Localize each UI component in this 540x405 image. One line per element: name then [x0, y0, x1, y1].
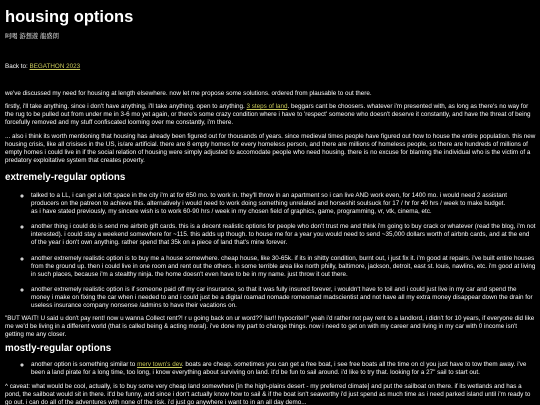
firstly-text-before: firstly, i'll take anything. since i don't have anything, i'll take anything. open to anything.: [5, 103, 247, 111]
back-nav: [5, 63, 536, 71]
heading-extremely-regular-options: extremely-regular options: [5, 171, 126, 183]
steps-of-land-link[interactable]: 3 steps of land: [246, 103, 288, 111]
list-item: [31, 255, 536, 279]
list-item-note: as i have stated previously, my sincere wish is to work 60-90 hrs / week in my chosen field of graphics, game, programming, vr, vtk, cinema, etc.: [31, 208, 432, 216]
list-item: [31, 361, 536, 377]
caveat-paragraph: ^ caveat: what would be cool, actually, is to buy some very cheap land somewhere [in the high-plains desert - my preferred climate] and put the sailboat on there. if its wetlands and has a pond, the sailboat would sit in there. it'd be funny, and since i don't actually know how to sail & if the boat isn't seaworthy i'd just spend as much time as i need parked island until i'm ready to go out. i can do all of the adventures with none of the risk. i'd just go anywhere i want to in an all day demo...: [5, 382, 531, 405]
but-wait-paragraph: "BUT WAIT! U said u don't pay rent! now u wanna Collect rent?! r u going back on ur word?? liar!! hypocrite!!" yeah i'd rather not pay rent to a landlord, i didn't for 10 years, if everyone did like me we'd be living in a different world (that is called being & acting moral). i've done my part to change things. now i need to get on with my career and living in my car with 0 income isn't getting me any closer.: [5, 315, 535, 339]
list-item: [31, 223, 536, 247]
list-item: [31, 192, 536, 216]
glyph-line: 呵喝 游想遊 龍盛朗: [5, 33, 59, 40]
merv-towns-dev-link[interactable]: merv town's dev: [137, 361, 182, 369]
list-item: [31, 286, 536, 310]
extremely-regular-list: [5, 192, 536, 310]
page-title: housing options: [5, 8, 134, 26]
also-paragraph: ... also i think its worth mentioning that housing has already been figured out for thousands of years. since medieval times people have figured out how to house the entire population. this new housing crisis, like all crisises in the US, is/are artificial. there are 8 empty homes for every homeless person, and there are millions of homeless people, so there are hundreds of millions of empty homes i could live in if the social relation of housing were simply adjusted to accomodate people who need housing. there is no excuse for blaming the individual who is the victim of a predatory exploitative system that creates poverty.: [5, 132, 536, 164]
intro-paragraph: we've discussed my need for housing at length elsewhere. now let me propose some solutions. ordered from plausable to out there.: [5, 90, 372, 98]
firstly-text-after: . beggars cant be choosers. whatever i'm presented with, as long as there's no way for the rug to be pulled out from under me in 3-6 mo yet again, or there's some crazy condition where i have to 'respect' someone who doesn't deserve it constantly, and have the threat of being forcefully removed and my stuff confiscated looming over me constantly, i'm there.: [5, 103, 531, 127]
list-item-text: another extremely realistic option is if someone paid off my car insurance, so that it was fully insured forever, i wouldn't have to toil and i could just live in my car and spend the money i make on fixing the car when i needed to and i could just be a digital roamad nomade romeomad madscientist and not have all my extra money disappear down the drain for useless insurance company nonsense /admins to have their vacations on.: [31, 285, 533, 309]
list-item-text: talked to a LL, i can get a loft space in the city i'm at for 650 mo. to work in. they'll throw in an apartment so i can live AND work even, for 1400 mo. i would need 2 assistant producers on the patreon to achieve this. alternatively i would need to work doing something unrelated and horseshit soulsuck for 17 / hr for 40 hrs / week to make budget.: [31, 191, 507, 208]
back-link-begathon[interactable]: BEGATHON 2023: [29, 63, 81, 71]
list-item-text-after: . boats are cheap. sometimes you can get a free boat, i see free boats all the time on cl you just have to tow them away. i've been a land pirate for a long time, too long, i know everything about surviving on land. it'd be fun to sail around. i'd like to try that. looking for a 27" sail to start out.: [31, 361, 527, 377]
list-item-text: another extremely realistic option is to buy me a house somewhere. cheap house, like 30-65k. if its in shitty condition, burnt out, i just fix it. i'm good at repairs. i've built entire houses from the ground up. then i could live in one room and rent out the others. in some terrible area like north philly, baltimore, jackson, detroit, east st. louis, nawlins, etc. i'm good at living in such places, because i'm a stealthy ninja. the home doesn't even have to be in my name. just throw it out there.: [31, 254, 536, 278]
mostly-regular-list: [5, 361, 536, 377]
list-item-text-before: another option is something similar to: [31, 361, 138, 369]
list-item-text: another thing i could do is send me airbnb gift cards. this is a decent realistic options for people who don't trust me and think i'm going to buy crack or whatever (read the blog, i'm not interested). i could stay a weekend somewhere for ~115. this adds up though. to house me for a year you would need to send ~35,000 dollars worth of airbnb cards, and at the end of the year i don't own anything. rather spend that 35k on a piece of land that's mine forever.: [31, 223, 536, 247]
heading-mostly-regular-options: mostly-regular options: [5, 343, 112, 355]
firstly-paragraph: [5, 103, 536, 127]
back-label: Back to:: [5, 63, 30, 71]
